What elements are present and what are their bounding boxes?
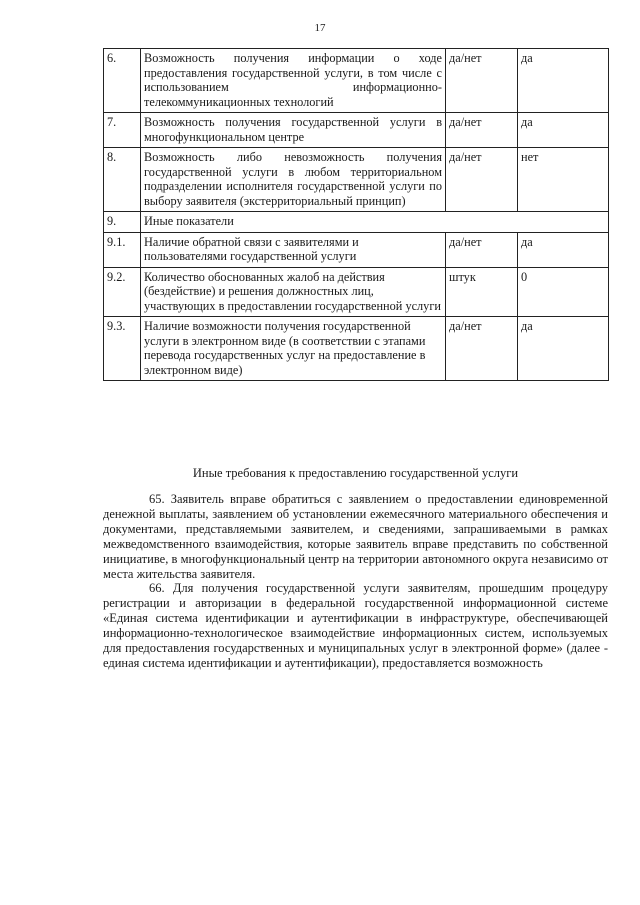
table-row — [104, 148, 609, 212]
indicator-name: Возможность получения государственной услуги в многофункциональном центре — [141, 113, 446, 148]
page-number: 17 — [314, 22, 326, 34]
indicator-name: Наличие возможности получения государственной услуги в электронном виде (в соответствии с этапами перевода государственных услуг на предоставление в электронном виде) — [141, 317, 446, 381]
indicators-table — [103, 48, 609, 381]
unit-of-measure: да/нет — [446, 232, 518, 267]
table-row — [104, 113, 609, 148]
indicator-value: да — [518, 317, 609, 381]
row-number: 8. — [104, 148, 141, 212]
table-row — [104, 267, 609, 317]
paragraph-65: 65. Заявитель вправе обратиться с заявлением о предоставлении единовременной денежной выплаты, заявлением об установлении ежемесячного материального обеспечения и документами, представляемыми заявителем, и сведениями, запрашиваемыми в рамках межведомственного взаимодействия, которые заявитель вправе представить по собственной инициативе, в многофункциональный центр на территории автономного округа независимо от места жительства заявителя. — [103, 492, 608, 581]
unit-of-measure: да/нет — [446, 317, 518, 381]
paragraph-66: 66. Для получения государственной услуги заявителям, прошедшим процедуру регистрации и авторизации в федеральной государственной информационной системе «Единая система идентификации и аутентификации в инфраструктуре, обеспечивающей информационно-технологическое взаимодействие информационных систем, используемых для предоставления государственных и муниципальных услуг в электронной форме» (далее - единая система идентификации и аутентификации), предоставляется возможность — [103, 581, 608, 670]
table-row — [104, 232, 609, 267]
indicator-group-name: Иные показатели — [141, 212, 609, 233]
indicator-value: да — [518, 49, 609, 113]
indicator-value: нет — [518, 148, 609, 212]
indicator-value: да — [518, 232, 609, 267]
table-row — [104, 317, 609, 381]
row-number: 9. — [104, 212, 141, 233]
section-heading: Иные требования к предоставлению государственной услуги — [192, 466, 519, 480]
indicator-value: да — [518, 113, 609, 148]
indicator-name: Наличие обратной связи с заявителями и пользователями государственной услуги — [141, 232, 446, 267]
table-row — [104, 212, 609, 233]
row-number: 7. — [104, 113, 141, 148]
body-text — [103, 492, 608, 671]
indicator-name: Возможность получения информации о ходе предоставления государственной услуги, в том числе с использованием информационно-телекоммуникационных технологий — [141, 49, 446, 113]
row-number: 9.3. — [104, 317, 141, 381]
row-number: 6. — [104, 49, 141, 113]
indicator-name: Возможность либо невозможность получения государственной услуги в любом территориальном подразделении исполнителя государственной услуги по выбору заявителя (экстерриториальный принцип) — [141, 148, 446, 212]
indicator-name: Количество обоснованных жалоб на действия (бездействие) и решения должностных лиц, участвующих в предоставлении государственной услуги — [141, 267, 446, 317]
unit-of-measure: да/нет — [446, 49, 518, 113]
row-number: 9.1. — [104, 232, 141, 267]
table-row — [104, 49, 609, 113]
row-number: 9.2. — [104, 267, 141, 317]
unit-of-measure: да/нет — [446, 148, 518, 212]
unit-of-measure: штук — [446, 267, 518, 317]
unit-of-measure: да/нет — [446, 113, 518, 148]
indicator-value: 0 — [518, 267, 609, 317]
